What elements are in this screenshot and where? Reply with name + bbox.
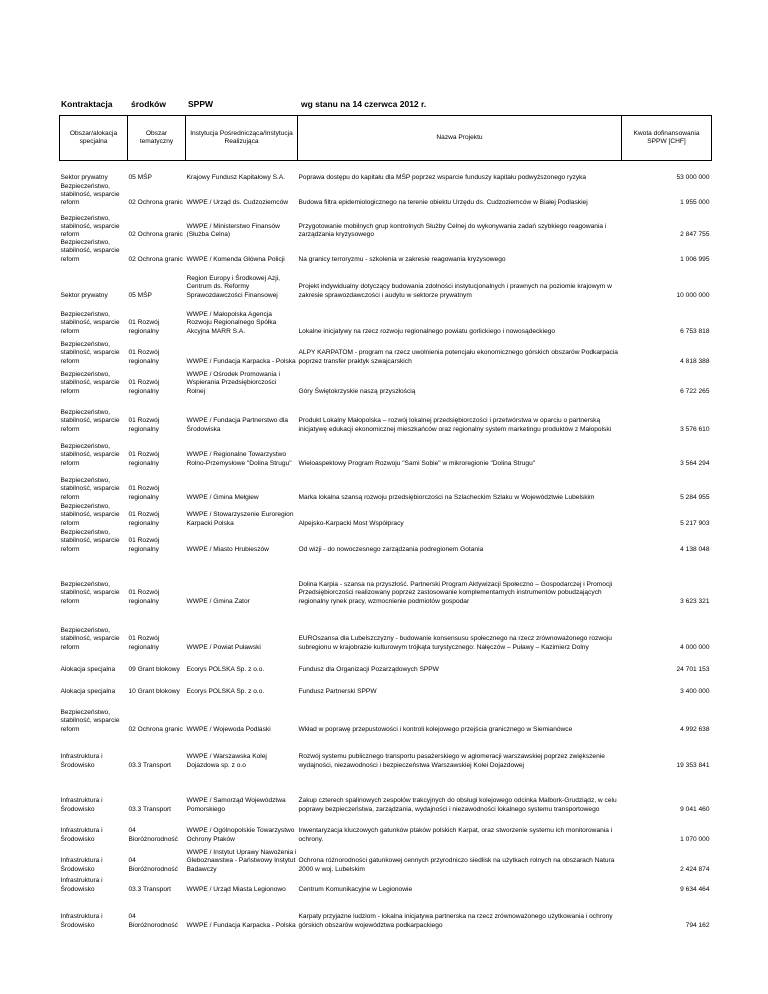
table-row: [60, 814, 712, 844]
cell-temat: 09 Grant blokowy: [128, 665, 180, 673]
cell-kwota: 53 000 000: [676, 174, 710, 182]
table-row: [60, 894, 712, 930]
cell-temat: 10 Grant blokowy: [128, 687, 180, 695]
col-nazwa: Nazwa Projektu: [298, 116, 622, 161]
cell-kwota: 2 424 874: [680, 865, 710, 873]
cell-instytucja: WWPE / Fundacja Karpacka - Polska: [186, 921, 296, 929]
cell-kwota: 5 284 955: [680, 493, 710, 501]
cell-instytucja: WWPE / Fundacja Karpacka - Polska: [186, 357, 296, 365]
table-row: [60, 770, 712, 814]
cell-instytucja: WWPE / Ogólnopolskie Towarzystwo Ochrony Ptaków: [186, 827, 295, 843]
cell-kwota: 1 006 995: [680, 255, 710, 263]
cell-temat: 05 MŚP: [128, 291, 152, 299]
cell-obszar: Sektor prywatny: [60, 174, 108, 182]
table-row: [60, 674, 712, 696]
cell-nazwa: Rozwój systemu publicznego transportu pasażerskiego w aglomeracji warszawskiej poprzez zwiększenie wydajności, niezawodności i bezpieczeństwa Warszawskiej Kolei Dojazdowej: [298, 753, 605, 769]
cell-instytucja: WWPE / Urząd ds. Cudzoziemców: [186, 198, 288, 206]
cell-kwota: 24 701 153: [676, 665, 710, 673]
cell-instytucja: WWPE / Regionalne Towarzystwo Rolno-Przemysłowe "Dolina Strugu": [186, 451, 292, 467]
col-kwota: Kwota dofinansowania SPPW [CHF]: [622, 116, 712, 161]
table-row: [60, 502, 712, 528]
cell-kwota: 3 576 610: [680, 425, 710, 433]
table-row: [60, 264, 712, 300]
cell-nazwa: Produkt Lokalny Małopolska – rozwój lokalnej przedsiębiorczości i przetwórstwa w oparciu o partnerską inicjatywę edukacji ekonomicznej mieszkańców oraz regionalny system marketingu produktów z Małopolski: [298, 417, 612, 433]
table-row: [60, 434, 712, 468]
cell-nazwa: Karpaty przyjazne ludziom - lokalna inicjatywa partnerska na rzecz zrównoważonego użytkowania i ochrony górskich obszarów województwa podkarpackiego: [298, 913, 613, 929]
cell-temat: 01 Rozwój regionalny: [128, 451, 160, 467]
cell-nazwa: Ochrona różnorodności gatunkowej cennych przyrodniczo siedlisk na użytkach rolnych na obszarach Natura 2000 w woj. Lubelskim: [298, 857, 615, 873]
cell-instytucja: WWPE / Ministerstwo Finansów (Służba Celna): [186, 222, 280, 238]
cell-obszar: Infrastruktura i Środowisko: [60, 857, 103, 873]
cell-temat: 02 Ochrona granic: [128, 255, 183, 263]
header-sppw: SPPW: [188, 99, 214, 109]
cell-obszar: Bezpieczeństwo, stabilność, wsparcie reform: [60, 214, 120, 238]
cell-kwota: 794 162: [685, 921, 710, 929]
cell-nazwa: Dolina Karpia - szansa na przyszłość. Partnerski Program Aktywizacji Społeczno – Gospodarczej i Promocji Przedsiębiorczości realizowany poprzez zastosowanie komplementarnych instrumentów pobudzających regionalny rynek pracy, wzmocnienie podmiotów gospodar: [298, 581, 613, 605]
cell-temat: 01 Rozwój regionalny: [128, 319, 160, 335]
cell-temat: 02 Ochrona granic: [128, 230, 183, 238]
cell-obszar: Infrastruktura i Środowisko: [60, 797, 103, 813]
table-row: [60, 366, 712, 396]
cell-obszar: Bezpieczeństwo, stabilność, wsparcie reform: [60, 627, 120, 651]
table-row: [60, 161, 712, 183]
cell-obszar: Bezpieczeństwo, stabilność, wsparcie reform: [60, 341, 120, 365]
cell-kwota: 9 634 464: [680, 885, 710, 893]
cell-obszar: Bezpieczeństwo, stabilność, wsparcie reform: [60, 371, 120, 395]
contracts-table: [59, 115, 712, 930]
cell-obszar: Infrastruktura i Środowisko: [60, 753, 103, 769]
cell-nazwa: Alpejsko-Karpacki Most Współpracy: [298, 519, 404, 527]
cell-temat: 01 Rozwój regionalny: [128, 417, 160, 433]
table-row: [60, 396, 712, 434]
cell-temat: 05 MŚP: [128, 174, 152, 182]
cell-kwota: 1 070 000: [680, 835, 710, 843]
cell-obszar: Alokacja specjalna: [60, 687, 116, 695]
cell-kwota: 4 992 638: [680, 725, 710, 733]
table-row: [60, 239, 712, 264]
cell-temat: 01 Rozwój regionalny: [128, 537, 160, 553]
cell-obszar: Bezpieczeństwo, stabilność, wsparcie reform: [60, 311, 120, 335]
cell-obszar: Bezpieczeństwo, stabilność, wsparcie reform: [60, 503, 120, 527]
cell-temat: 01 Rozwój regionalny: [128, 379, 160, 395]
cell-obszar: Bezpieczeństwo, stabilność, wsparcie reform: [60, 182, 120, 206]
cell-kwota: 19 353 841: [676, 761, 710, 769]
cell-temat: 01 Rozwój regionalny: [128, 589, 160, 605]
cell-temat: 04 Bioróżnorodność: [128, 827, 178, 843]
cell-instytucja: WWPE / Samorząd Województwa Pomorskiego: [186, 797, 286, 813]
col-obszar: Obszar/alokacja specjalna: [60, 116, 128, 161]
cell-nazwa: Na granicy terroryzmu - szkolenia w zakresie reagowania kryzysowego: [298, 255, 506, 263]
table-row: [60, 874, 712, 894]
cell-kwota: 6 753 818: [680, 327, 710, 335]
cell-instytucja: Region Europy i Środkowej Azji, Centrum ds. Reformy Sprawozdawczości Finansowej: [186, 275, 280, 299]
cell-temat: 02 Ochrona granic: [128, 198, 183, 206]
table-row: [60, 468, 712, 502]
cell-nazwa: Wkład w poprawę przepustowości i kontroli kolejowego przejścia granicznego w Siemianówce: [298, 725, 573, 733]
cell-instytucja: WWPE / Ośrodek Promowania i Wspierania Przedsiębiorczości Rolnej: [186, 371, 280, 395]
cell-kwota: 9 041 460: [680, 805, 710, 813]
column-header-row: [60, 116, 712, 161]
cell-obszar: Bezpieczeństwo, stabilność, wsparcie reform: [60, 709, 120, 733]
table-row: [60, 606, 712, 652]
table-row: [60, 207, 712, 239]
cell-nazwa: Projekt indywidualny dotyczący budowania zdolności instytucjonalnych i prawnych na poziomie krajowym w zakresie sprawozdawczości i audytu w sektorze prywatnym: [298, 283, 612, 299]
cell-obszar: Alokacja specjalna: [60, 665, 116, 673]
cell-kwota: 3 623 321: [680, 597, 710, 605]
cell-temat: 01 Rozwój regionalny: [128, 511, 160, 527]
cell-instytucja: WWPE / Warszawska Kolej Dojazdowa sp. z o.o: [186, 753, 267, 769]
cell-kwota: 4 000 000: [680, 643, 710, 651]
cell-kwota: 1 955 000: [680, 198, 710, 206]
cell-obszar: Sektor prywatny: [60, 291, 108, 299]
cell-instytucja: Ecorys POLSKA Sp. z o.o.: [186, 687, 265, 695]
cell-instytucja: Krajowy Fundusz Kapitałowy S.A.: [186, 174, 286, 182]
cell-nazwa: Wieloaspektowy Program Rozwoju "Sami Sobie" w mikroregionie "Dolina Strugu": [298, 459, 536, 467]
cell-obszar: Bezpieczeństwo, stabilność, wsparcie reform: [60, 477, 120, 501]
col-temat: Obszar tematyczny: [128, 116, 186, 161]
cell-instytucja: WWPE / Urząd Miasta Legionowo: [186, 885, 286, 893]
cell-nazwa: ALPY KARPATOM - program na rzecz uwolnienia potencjału ekonomicznego górskich obszarów Podkarpacia poprzez transfer praktyk szwajcarskich: [298, 349, 618, 365]
table-row: [60, 844, 712, 874]
table-row: [60, 652, 712, 674]
cell-obszar: Infrastruktura i Środowisko: [60, 877, 103, 893]
table-row: [60, 528, 712, 554]
cell-temat: 01 Rozwój regionalny: [128, 635, 160, 651]
cell-obszar: Bezpieczeństwo, stabilność, wsparcie reform: [60, 239, 120, 263]
cell-temat: 04 Bioróżnorodność: [128, 857, 178, 873]
header-date: wg stanu na 14 czerwca 2012 r.: [301, 99, 427, 109]
cell-nazwa: Centrum Komunikacyjne w Legionowie: [298, 885, 413, 893]
cell-instytucja: WWPE / Stowarzyszenie Euroregion Karpacki Polska: [186, 511, 294, 527]
cell-temat: 03.3 Transport: [128, 805, 172, 813]
cell-nazwa: EUROszansa dla Lubelszczyzny - budowanie konsensusu społecznego na rzecz zrównoważonego rozwoju subregionu w krajobrazie kulturowym trójkąta turystycznego: Nałęczów – Puławy – Kazimierz Dolny: [298, 635, 612, 651]
cell-instytucja: WWPE / Miasto Hrubieszów: [186, 545, 269, 553]
cell-instytucja: WWPE / Komenda Główna Policji: [186, 255, 285, 263]
cell-kwota: 10 000 000: [676, 291, 710, 299]
cell-obszar: Bezpieczeństwo, stabilność, wsparcie reform: [60, 581, 120, 605]
cell-kwota: 2 847 755: [680, 230, 710, 238]
cell-kwota: 3 400 000: [680, 687, 710, 695]
table-row: [60, 336, 712, 366]
cell-temat: 01 Rozwój regionalny: [128, 349, 160, 365]
header-srodkow: środków: [131, 99, 166, 109]
cell-obszar: Bezpieczeństwo, stabilność, wsparcie reform: [60, 443, 120, 467]
cell-nazwa: Fundusz Partnerski SPPW: [298, 687, 377, 695]
cell-temat: 01 Rozwój regionalny: [128, 485, 160, 501]
cell-temat: 03.3 Transport: [128, 761, 172, 769]
table-body: [60, 161, 712, 930]
col-instytucja: Instytucja Pośrednicząca/Instytucja Realizująca: [186, 116, 298, 161]
cell-nazwa: Poprawa dostępu do kapitału dla MŚP poprzez wsparcie funduszy kapitału podwyższonego ryzyka: [298, 174, 587, 182]
cell-instytucja: Ecorys POLSKA Sp. z o.o.: [186, 665, 265, 673]
cell-nazwa: Przygotowanie mobilnych grup kontrolnych Służby Celnej do wykonywania zadań szybkiego reagowania i zarządzania kryzysowego: [298, 222, 607, 238]
cell-obszar: Infrastruktura i Środowisko: [60, 913, 103, 929]
cell-nazwa: Lokalne inicjatywy na rzecz rozwoju regionalnego powiatu gorlickiego i nowosądeckiego: [298, 327, 556, 335]
cell-temat: 04 Bioróżnorodność: [128, 913, 178, 929]
cell-temat: 02 Ochrona granic: [128, 725, 183, 733]
cell-nazwa: Inwentaryzacja kluczowych gatunków ptaków polskich Karpat, oraz stworzenie systemu ich monitorowania i ochrony.: [298, 827, 613, 843]
cell-instytucja: WWPE / Instytut Uprawy Nawożenia i Gleboznawstwa - Państwowy Instytut Badawczy: [186, 849, 297, 873]
table-row: [60, 696, 712, 734]
cell-instytucja: WWPE / Powiat Puławski: [186, 643, 261, 651]
cell-instytucja: WWPE / Gmina Zator: [186, 597, 250, 605]
table-row: [60, 734, 712, 770]
cell-nazwa: Budowa filtra epidemiologicznego na terenie obiektu Urzędu ds. Cudzoziemców w Białej Podlaskiej: [298, 198, 588, 206]
cell-kwota: 5 217 903: [680, 519, 710, 527]
cell-instytucja: WWPE / Małopolska Agencja Rozwoju Regionalnego Spółka Akcyjna MARR S.A.: [186, 311, 277, 335]
cell-nazwa: Zakup czterech spalinowych zespołów trakcyjnych do obsługi kolejowego odcinka Malbork-Grudziądz, w celu poprawy bezpieczeństwa, zarządzania, wydajności i niezawodności lokalnego systemu transportowego: [298, 797, 617, 813]
table-row: [60, 300, 712, 336]
header-kontraktacja: Kontraktacja: [61, 99, 113, 109]
table-row: [60, 554, 712, 606]
cell-nazwa: Góry Świętokrzyskie naszą przyszłością: [298, 387, 416, 395]
cell-kwota: 4 818 388: [680, 357, 710, 365]
cell-nazwa: Fundusz dla Organizacji Pozarządowych SPPW: [298, 665, 439, 673]
cell-obszar: Bezpieczeństwo, stabilność, wsparcie reform: [60, 409, 120, 433]
cell-kwota: 4 138 048: [680, 545, 710, 553]
cell-nazwa: Marka lokalna szansą rozwoju przedsiębiorczości na Szlacheckim Szlaku w Województwie Lubelskim: [298, 493, 595, 501]
table-row: [60, 183, 712, 208]
cell-instytucja: WWPE / Fundacja Partnerstwo dla Środowiska: [186, 417, 289, 433]
cell-instytucja: WWPE / Gmina Mełgiew: [186, 493, 259, 501]
cell-instytucja: WWPE / Wojewoda Podlaski: [186, 725, 271, 733]
cell-nazwa: Od wizji - do nowoczesnego zarządzania podregionem Gotania: [298, 545, 484, 553]
cell-obszar: Bezpieczeństwo, stabilność, wsparcie reform: [60, 529, 120, 553]
cell-obszar: Infrastruktura i Środowisko: [60, 827, 103, 843]
cell-temat: 03.3 Transport: [128, 885, 172, 893]
cell-kwota: 6 722 265: [680, 387, 710, 395]
cell-kwota: 3 564 294: [680, 459, 710, 467]
